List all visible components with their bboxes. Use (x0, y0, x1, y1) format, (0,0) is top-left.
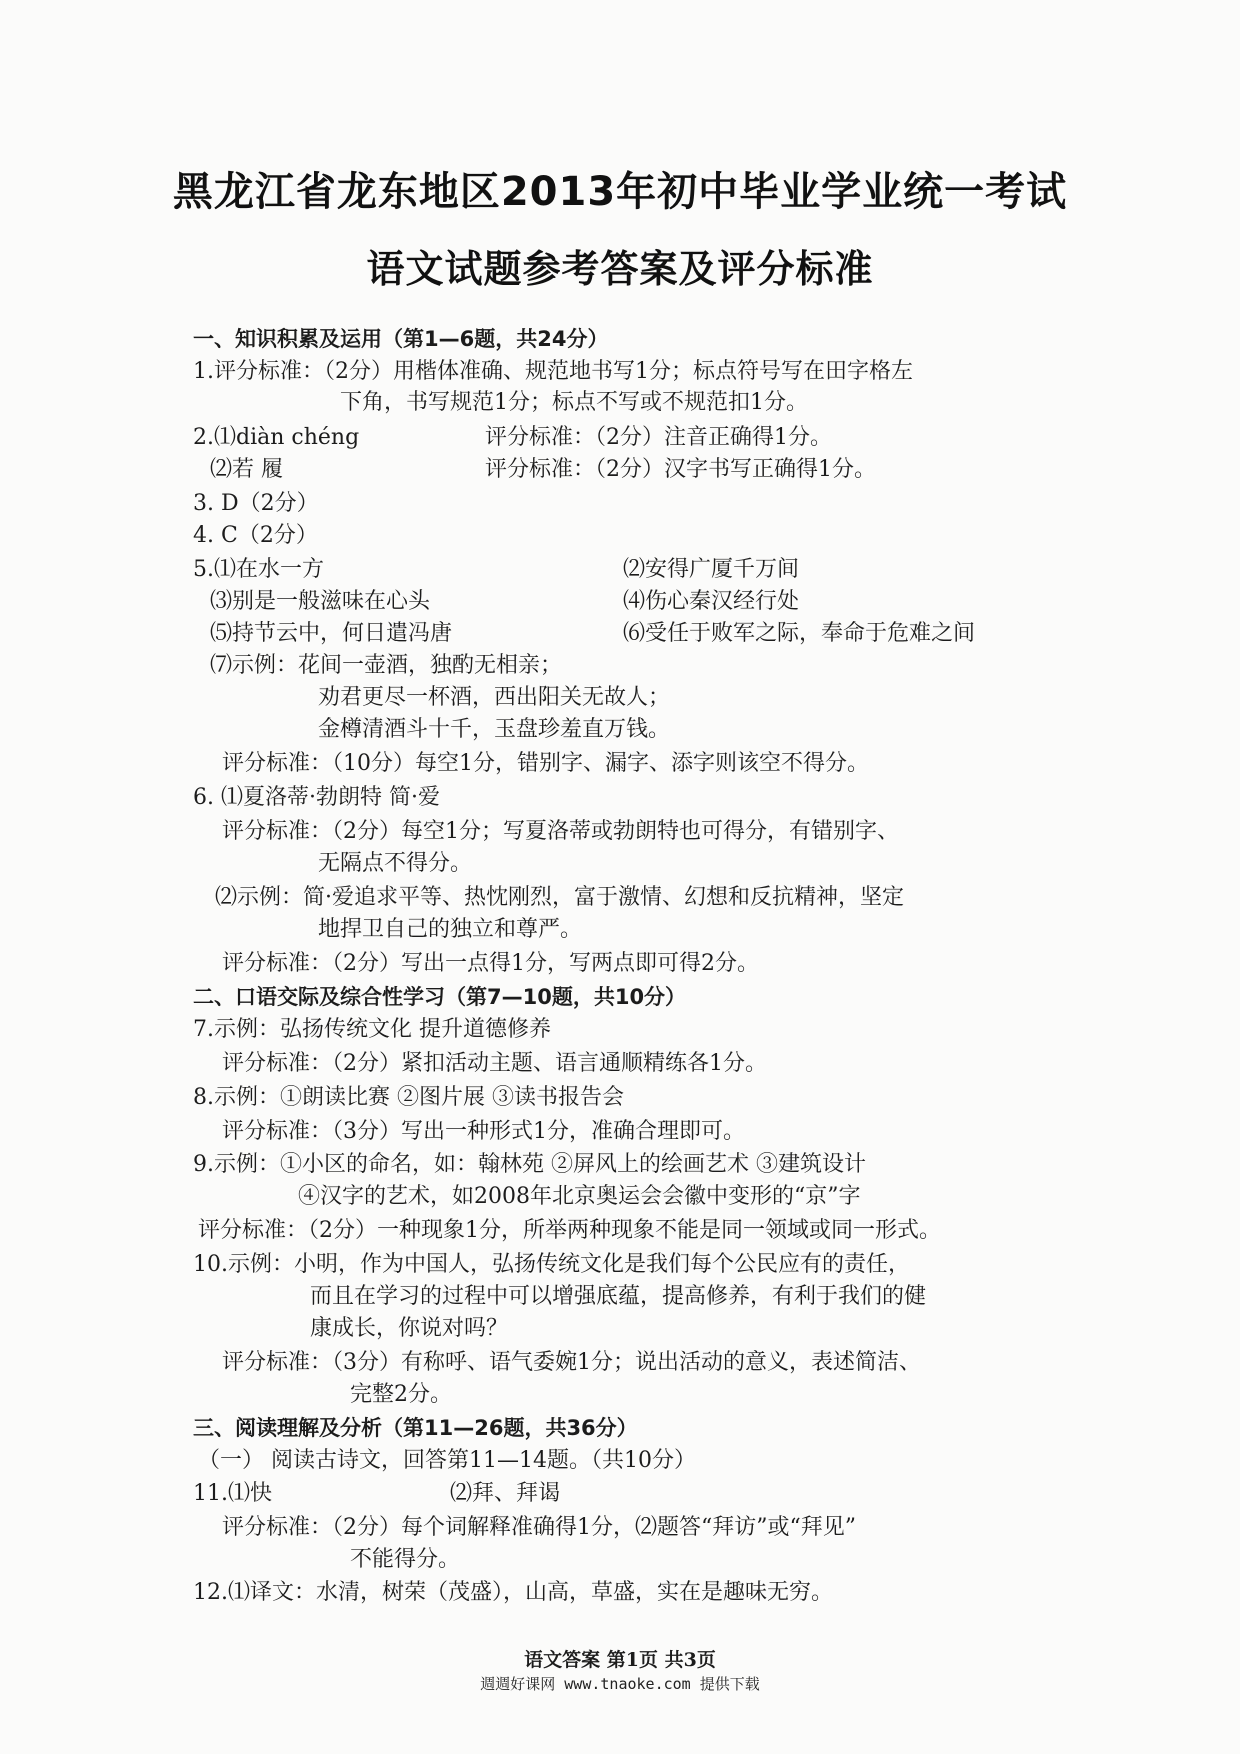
answer-line: 评分标准：（2分）紧扣活动主题、语言通顺精练各1分。 (222, 1051, 767, 1076)
answer-line: ⑺示例：花间一壶酒，独酌无相亲； (210, 653, 563, 678)
answer-line: ⑵若 履 (210, 457, 283, 482)
answer-line: 9.示例：①小区的命名，如：翰林苑 ②屏风上的绘画艺术 ③建筑设计 (193, 1152, 866, 1177)
answer-line: 4. C（2分） (193, 523, 318, 548)
answer-line: （一） 阅读古诗文，回答第11—14题。（共10分） (198, 1448, 696, 1473)
page-footer: 语文答案 第1页 共3页 (524, 1649, 716, 1671)
answer-line: 2.⑴diàn chéng (193, 425, 360, 450)
answer-line: 下角，书写规范1分；标点不写或不规范扣1分。 (340, 390, 808, 415)
answer-line: 11.⑴快 (193, 1481, 272, 1506)
answer-line: ④汉字的艺术，如2008年北京奥运会会徽中变形的“京”字 (298, 1184, 861, 1209)
section-heading: 一、知识积累及运用（第1—6题，共24分） (193, 327, 609, 351)
answer-line: 3. D（2分） (193, 491, 319, 516)
answer-line: 完整2分。 (350, 1382, 452, 1407)
answer-line: 不能得分。 (350, 1547, 461, 1572)
answer-line: ⑵示例：简·爱追求平等、热忱刚烈，富于激情、幻想和反抗精神，坚定 (215, 885, 904, 910)
answer-line: ⑵拜、拜谒 (450, 1481, 561, 1506)
answer-line: ⑷伤心秦汉经行处 (623, 589, 800, 614)
answer-line: 评分标准：（2分）写出一点得1分，写两点即可得2分。 (222, 951, 759, 976)
answer-line: 评分标准：（2分）汉字书写正确得1分。 (485, 457, 876, 482)
answer-line: ⑵安得广厦千万间 (623, 557, 800, 582)
answer-line: 而且在学习的过程中可以增强底蕴，提高修养，有利于我们的健 (310, 1284, 927, 1309)
answer-line: 评分标准：（3分）有称呼、语气委婉1分；说出活动的意义，表述简洁、 (222, 1350, 921, 1375)
answer-line: ⑸持节云中，何日遣冯唐 (210, 621, 453, 646)
section-heading: 三、阅读理解及分析（第11—26题，共36分） (193, 1416, 638, 1440)
answer-line: 无隔点不得分。 (318, 851, 473, 876)
section-heading: 二、口语交际及综合性学习（第7—10题，共10分） (193, 985, 687, 1009)
answer-line: 10.示例：小明，作为中国人，弘扬传统文化是我们每个公民应有的责任， (193, 1252, 910, 1277)
answer-line: 12.⑴译文：水清，树荣（茂盛），山高，草盛，实在是趣味无穷。 (193, 1580, 833, 1605)
answer-line: 评分标准：（3分）写出一种形式1分，准确合理即可。 (222, 1119, 745, 1144)
source-watermark: 週週好课网 www.tnaoke.com 提供下载 (480, 1675, 760, 1693)
answer-line: 评分标准：（2分）一种现象1分，所举两种现象不能是同一领域或同一形式。 (198, 1218, 941, 1243)
answer-line: ⑶别是一般滋味在心头 (210, 589, 431, 614)
answer-line: 评分标准：（2分）注音正确得1分。 (485, 425, 832, 450)
answer-line: 劝君更尽一杯酒，西出阳关无故人； (318, 685, 671, 710)
answer-line: 评分标准：（2分）每空1分；写夏洛蒂或勃朗特也可得分，有错别字、 (222, 819, 899, 844)
page-title: 黑龙江省龙东地区2013年初中毕业学业统一考试 (172, 169, 1068, 215)
answer-line: 地捍卫自己的独立和尊严。 (318, 917, 583, 942)
answer-line: 7.示例：弘扬传统文化 提升道德修养 (193, 1017, 551, 1042)
answer-line: 康成长，你说对吗？ (310, 1316, 509, 1341)
answer-line: 6. ⑴夏洛蒂·勃朗特 简·爱 (193, 785, 440, 810)
page-subtitle: 语文试题参考答案及评分标准 (366, 247, 874, 291)
answer-line: ⑹受任于败军之际，奉命于危难之间 (623, 621, 976, 646)
answer-line: 评分标准：（2分）每个词解释准确得1分，⑵题答“拜访”或“拜见” (222, 1515, 856, 1540)
answer-line: 8.示例：①朗读比赛 ②图片展 ③读书报告会 (193, 1085, 624, 1110)
answer-line: 金樽清酒斗十千，玉盘珍羞直万钱。 (318, 717, 671, 742)
answer-line: 1.评分标准：（2分）用楷体准确、规范地书写1分；标点符号写在田字格左 (193, 359, 913, 384)
answer-line: 评分标准：（10分）每空1分，错别字、漏字、添字则该空不得分。 (222, 751, 869, 776)
answer-line: 5.⑴在水一方 (193, 557, 324, 582)
